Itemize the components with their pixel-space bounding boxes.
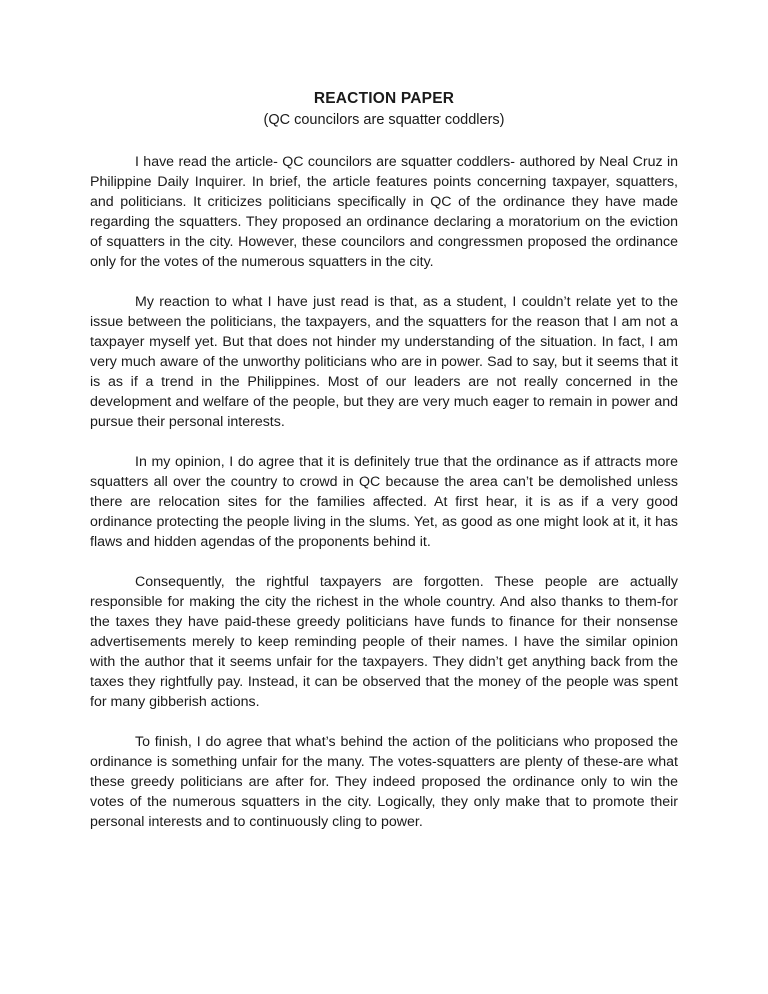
paragraph-2: My reaction to what I have just read is that, as a student, I couldn’t relate yet to the issue between the politicians, the taxpayers, and the squatters for the reason that I am not a taxpayer myself yet. But that does not hinder my understanding of the situation. In fact, I am very much aware of the unworthy politicians who are in power. Sad to say, but it seems that it is as if a trend in the Philippines. Most of our leaders are not really concerned in the development and welfare of the people, but they are very much eager to remain in power and pursue their personal interests. — [90, 294, 678, 430]
document-title: REACTION PAPER — [313, 90, 455, 107]
paragraph-1: I have read the article- QC councilors are squatter coddlers- authored by Neal Cruz in Philippine Daily Inquirer. In brief, the article features points concerning taxpayer, squatters, and politicians. It criticizes politicians specifically in QC of the ordinance they have made regarding the squatters. They proposed an ordinance declaring a moratorium on the eviction of squatters in the city. However, these councilors and congressmen proposed the ordinance only for the votes of the numerous squatters in the city. — [90, 154, 678, 270]
paragraph-4: Consequently, the rightful taxpayers are forgotten. These people are actually responsible for making the city the richest in the whole country. And also thanks to them-for the taxes they have paid-these greedy politicians have funds to finance for their nonsense advertisements merely to keep reminding people of their names. I have the similar opinion with the author that it seems unfair for the taxpayers. They didn’t get anything back from the taxes they rightfully pay. Instead, it can be observed that the money of the people was spent for many gibberish actions. — [90, 574, 678, 710]
document-page — [90, 88, 678, 852]
paragraph-5: To finish, I do agree that what’s behind the action of the politicians who proposed the ordinance is something unfair for the many. The votes-squatters are plenty of these-are what these greedy politicians are after for. They indeed proposed the ordinance only to win the votes of the numerous squatters in the city. Logically, they only make that to promote their personal interests and to continuously cling to power. — [90, 734, 678, 830]
document-subtitle: (QC councilors are squatter coddlers) — [263, 112, 505, 128]
paragraph-3: In my opinion, I do agree that it is definitely true that the ordinance as if attracts more squatters all over the country to crowd in QC because the area can’t be demolished unless there are relocation sites for the families affected. At first hear, it is as if a very good ordinance protecting the people living in the slums. Yet, as good as one might look at it, it has flaws and hidden agendas of the proponents behind it. — [90, 454, 678, 550]
